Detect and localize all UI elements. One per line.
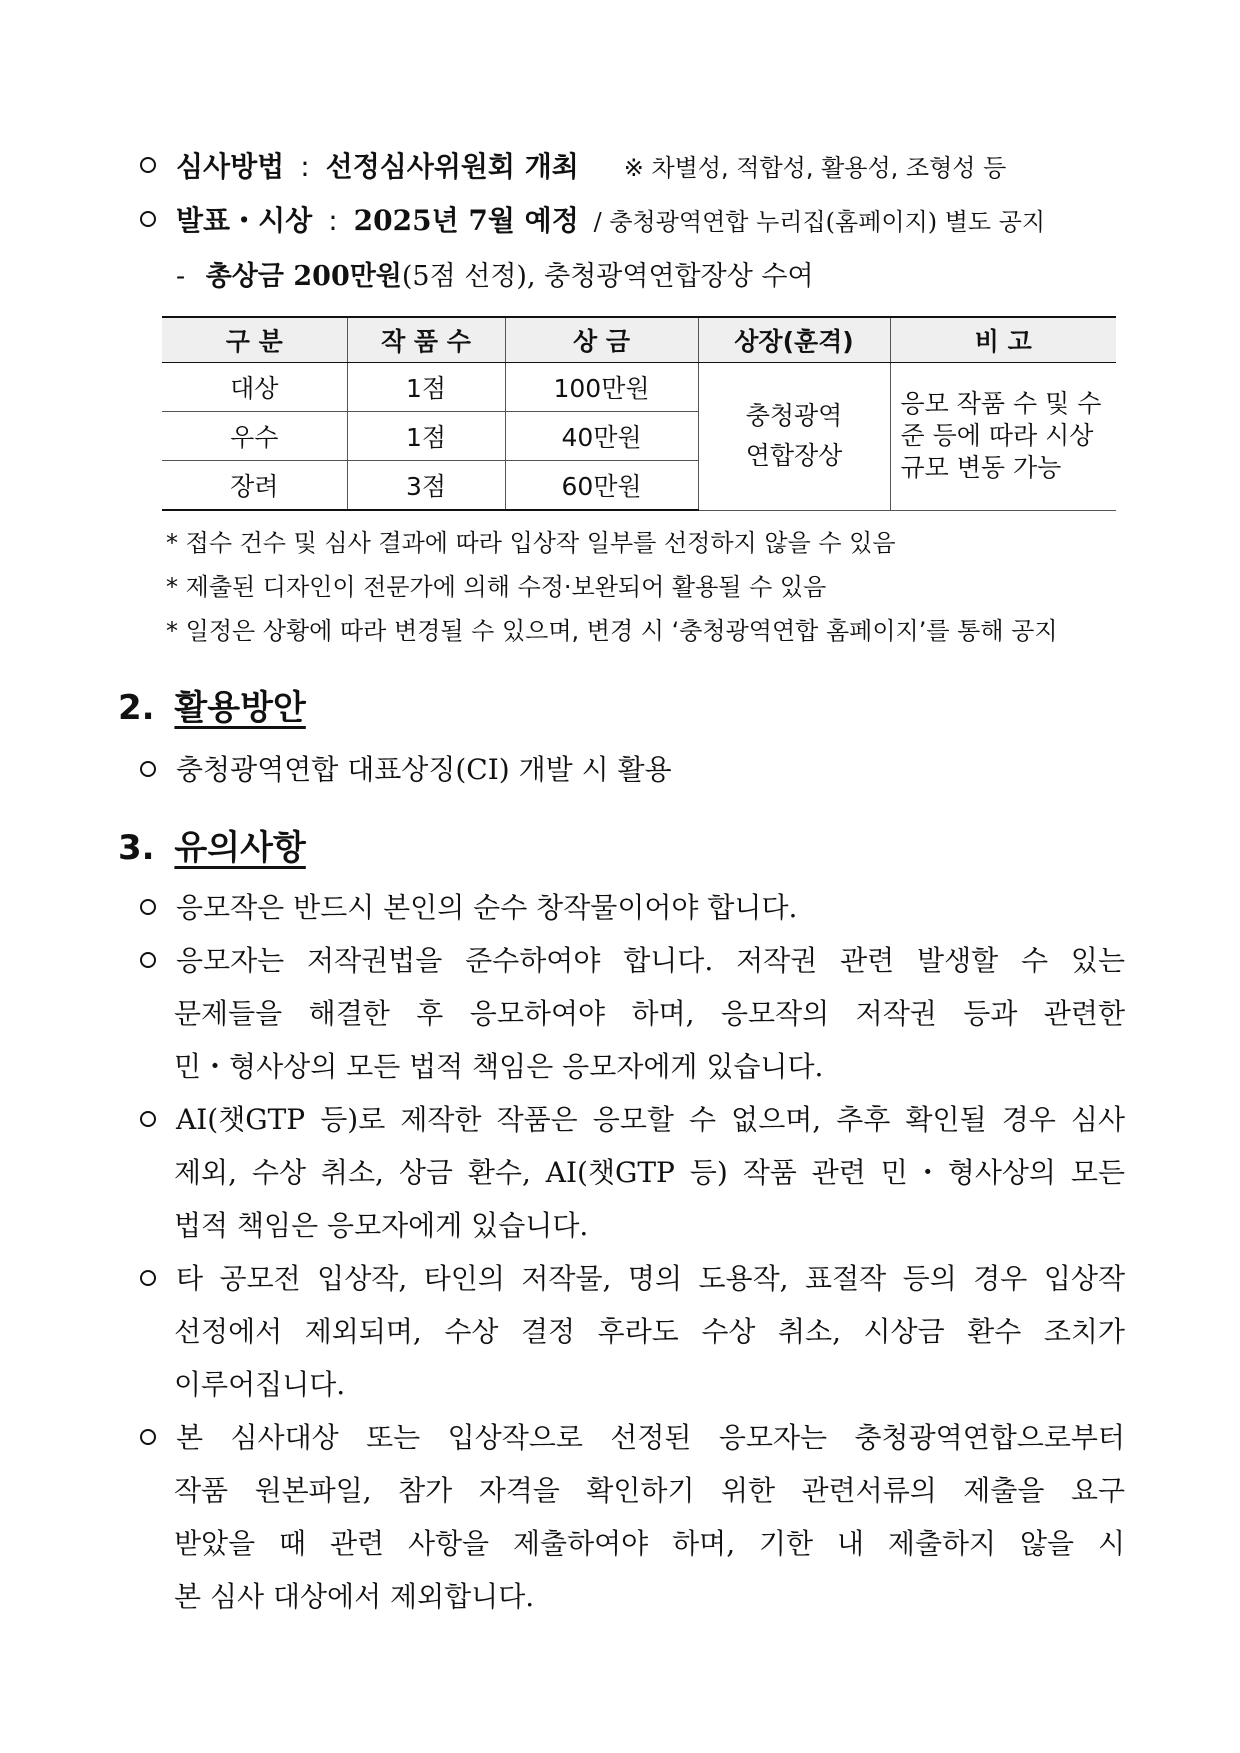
header-count: 작 품 수: [347, 317, 505, 363]
cell-count: 1점: [347, 412, 505, 461]
review-method-label: 심사방법: [176, 150, 285, 183]
note-line: * 접수 건수 및 심사 결과에 따라 입상작 일부를 선정하지 않을 수 있음: [166, 529, 896, 557]
list-item-line: 응모자는 저작권법을 준수하여야 합니다. 저작권 관련 발생할 수 있는: [176, 944, 1125, 977]
section-3-heading: [118, 820, 306, 869]
list-item-line: 제외, 수상 취소, 상금 환수, AI(챗GTP 등) 작품 관련 민・형사상의 모든: [174, 1156, 1125, 1189]
header-remark: 비 고: [890, 317, 1116, 363]
announce-colon: :: [328, 204, 338, 237]
table-header-row: [162, 317, 1116, 363]
cell-award: [698, 363, 890, 511]
circle-bullet-icon: [140, 1111, 156, 1127]
section-number: 3.: [118, 828, 155, 868]
cell-prize: 60만원: [505, 461, 698, 511]
circle-bullet-icon: [140, 952, 156, 968]
total-prize-amount: 총상금 200만원: [205, 261, 402, 292]
prize-table: [162, 316, 1116, 511]
list-item: [140, 881, 1125, 934]
list-item-line: 본 심사 대상에서 제외합니다.: [174, 1580, 535, 1613]
announce-line: [140, 199, 1045, 239]
review-colon: :: [300, 150, 310, 183]
award-line: 연합장상: [745, 441, 843, 471]
header-award: 상장(훈격): [698, 317, 890, 363]
circle-bullet-icon: [140, 761, 156, 777]
list-item: [140, 1411, 1125, 1623]
usage-text: 충청광역연합 대표상징(CI) 개발 시 활용: [176, 753, 672, 786]
caution-list: [140, 881, 1125, 1623]
review-method-value: 선정심사위원회 개최: [325, 150, 579, 183]
list-item-line: 작품 원본파일, 참가 자격을 확인하기 위한 관련서류의 제출을 요구: [174, 1474, 1125, 1507]
list-item-line: 문제들을 해결한 후 응모하여야 하며, 응모작의 저작권 등과 관련한: [174, 997, 1125, 1030]
circle-bullet-icon: [140, 1270, 156, 1286]
cell-category: 대상: [162, 363, 347, 412]
cell-prize: 40만원: [505, 412, 698, 461]
list-item-line: 민・형사상의 모든 법적 책임은 응모자에게 있습니다.: [174, 1050, 824, 1083]
list-item-line: 타 공모전 입상작, 타인의 저작물, 명의 도용작, 표절작 등의 경우 입상작: [176, 1262, 1125, 1295]
list-item-line: 선정에서 제외되며, 수상 결정 후라도 수상 취소, 시상금 환수 조치가: [174, 1315, 1125, 1348]
list-item: [140, 1093, 1125, 1252]
announce-note: / 충청광역연합 누리집(홈페이지) 별도 공지: [593, 208, 1046, 236]
cell-category: 장려: [162, 461, 347, 511]
section-title: 활용방안: [174, 688, 306, 728]
note-line: * 일정은 상황에 따라 변경될 수 있으며, 변경 시 ‘충청광역연합 홈페이지’를 통해 공지: [166, 617, 1058, 645]
cell-count: 1점: [347, 363, 505, 412]
list-item-line: 이루어집니다.: [174, 1368, 346, 1401]
total-prize-line: [176, 254, 814, 293]
circle-bullet-icon: [140, 211, 156, 227]
list-item-line: 본 심사대상 또는 입상작으로 선정된 응모자는 충청광역연합으로부터: [176, 1421, 1125, 1454]
list-item-line: 법적 책임은 응모자에게 있습니다.: [174, 1209, 589, 1242]
cell-category: 우수: [162, 412, 347, 461]
circle-bullet-icon: [140, 899, 156, 915]
table-row: [162, 363, 1116, 412]
header-category: 구 분: [162, 317, 347, 363]
announce-value: 2025년 7월 예정: [353, 204, 579, 237]
section-2-heading: [118, 680, 306, 729]
cell-remark: 응모 작품 수 및 수준 등에 따라 시상 규모 변동 가능: [890, 363, 1116, 511]
cell-prize: 100만원: [505, 363, 698, 412]
cell-count: 3점: [347, 461, 505, 511]
section-title: 유의사항: [174, 828, 306, 868]
list-item: [140, 1252, 1125, 1411]
note-line: * 제출된 디자인이 전문가에 의해 수정·보완되어 활용될 수 있음: [166, 573, 827, 601]
review-method-line: [140, 145, 1006, 185]
announce-label: 발표・시상: [176, 204, 313, 237]
header-prize: 상 금: [505, 317, 698, 363]
review-method-note: ※ 차별성, 적합성, 활용성, 조형성 등: [623, 154, 1007, 182]
usage-line: [140, 748, 672, 788]
list-item-line: 받았을 때 관련 사항을 제출하여야 하며, 기한 내 제출하지 않을 시: [174, 1527, 1125, 1560]
list-item-line: AI(챗GTP 등)로 제작한 작품은 응모할 수 없으며, 추후 확인될 경우 심사: [176, 1103, 1125, 1136]
list-item: [140, 934, 1125, 1093]
section-number: 2.: [118, 688, 155, 728]
list-item-line: 응모작은 반드시 본인의 순수 창작물이어야 합니다.: [176, 891, 798, 924]
circle-bullet-icon: [140, 157, 156, 173]
award-line: 충청광역: [745, 401, 843, 431]
dash-bullet: -: [176, 261, 186, 292]
total-prize-detail: (5점 선정), 충청광역연합장상 수여: [401, 261, 814, 292]
circle-bullet-icon: [140, 1429, 156, 1445]
